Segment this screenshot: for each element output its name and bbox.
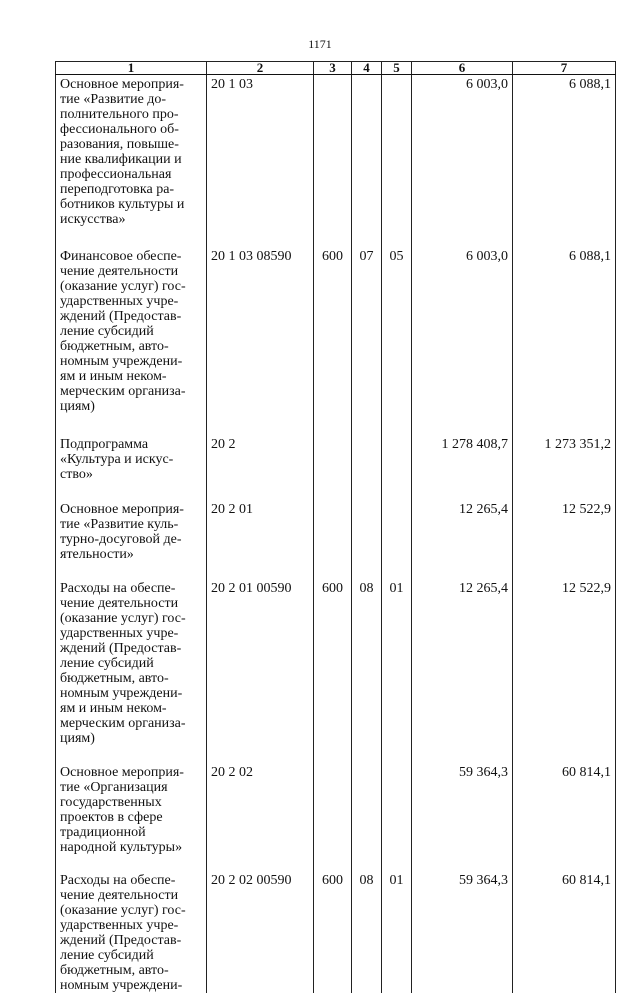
row-col-4: 07 — [352, 247, 382, 435]
row-name-line: тие «Развитие куль- — [60, 517, 202, 532]
row-code: 20 2 02 — [207, 763, 314, 871]
row-name — [56, 247, 207, 435]
column-header-4: 4 — [352, 62, 382, 75]
row-name-line: ударственных учре- — [60, 626, 202, 641]
row-value-6: 12 265,4 — [412, 500, 513, 579]
row-name-line: традиционной — [60, 825, 202, 840]
row-value-6: 6 003,0 — [412, 247, 513, 435]
table-row — [56, 247, 616, 435]
row-name — [56, 500, 207, 579]
row-col-3 — [314, 75, 352, 248]
row-name-line: ление субсидий — [60, 948, 202, 963]
row-col-4 — [352, 763, 382, 871]
row-value-7: 60 814,1 — [513, 871, 616, 993]
row-code: 20 1 03 — [207, 75, 314, 248]
row-col-4: 08 — [352, 579, 382, 763]
row-code: 20 2 — [207, 435, 314, 500]
row-name — [56, 579, 207, 763]
table-row — [56, 75, 616, 248]
row-name-line: ние квалификации и — [60, 152, 202, 167]
row-col-3 — [314, 763, 352, 871]
row-col-3: 600 — [314, 579, 352, 763]
row-col-4 — [352, 500, 382, 579]
page-number: 1171 — [0, 37, 640, 52]
row-name-line: переподготовка ра- — [60, 182, 202, 197]
row-col-5 — [382, 435, 412, 500]
row-name-line: ударственных учре- — [60, 294, 202, 309]
row-name — [56, 763, 207, 871]
row-value-6: 59 364,3 — [412, 763, 513, 871]
row-name-line: тие «Развитие до- — [60, 92, 202, 107]
row-code: 20 2 01 00590 — [207, 579, 314, 763]
row-col-3: 600 — [314, 247, 352, 435]
row-value-6: 12 265,4 — [412, 579, 513, 763]
row-col-5: 01 — [382, 579, 412, 763]
column-header-3: 3 — [314, 62, 352, 75]
row-name-line: номным учреждени- — [60, 686, 202, 701]
row-value-7: 60 814,1 — [513, 763, 616, 871]
row-name-line: фессионального об- — [60, 122, 202, 137]
row-name-line: мерческим организа- — [60, 384, 202, 399]
row-name-line: циям) — [60, 399, 202, 414]
row-col-4: 08 — [352, 871, 382, 993]
table-row — [56, 500, 616, 579]
row-col-5 — [382, 500, 412, 579]
row-name-line: ждений (Предостав- — [60, 933, 202, 948]
row-name-line: ждений (Предостав- — [60, 309, 202, 324]
row-name-line: ждений (Предостав- — [60, 641, 202, 656]
row-name-line: тие «Организация — [60, 780, 202, 795]
row-col-4 — [352, 75, 382, 248]
row-name-line: разования, повыше- — [60, 137, 202, 152]
table-row — [56, 435, 616, 500]
row-name-line: ботников культуры и — [60, 197, 202, 212]
table-row — [56, 579, 616, 763]
budget-table — [55, 61, 616, 993]
row-name-line: Финансовое обеспе- — [60, 249, 202, 264]
row-name-line: чение деятельности — [60, 596, 202, 611]
row-name-line: ление субсидий — [60, 324, 202, 339]
row-name-line: чение деятельности — [60, 888, 202, 903]
row-name — [56, 75, 207, 248]
row-code: 20 2 01 — [207, 500, 314, 579]
row-value-7: 1 273 351,2 — [513, 435, 616, 500]
row-name-line: ям и иным неком- — [60, 701, 202, 716]
row-col-3: 600 — [314, 871, 352, 993]
row-name-line: номным учреждени- — [60, 978, 202, 993]
column-header-7: 7 — [513, 62, 616, 75]
row-name-line: бюджетным, авто- — [60, 963, 202, 978]
column-header-row — [56, 62, 616, 75]
row-name-line: ударственных учре- — [60, 918, 202, 933]
column-header-5: 5 — [382, 62, 412, 75]
row-col-5 — [382, 75, 412, 248]
table-body — [56, 75, 616, 993]
column-header-6: 6 — [412, 62, 513, 75]
row-col-4 — [352, 435, 382, 500]
row-name-line: турно-досуговой де- — [60, 532, 202, 547]
row-name-line: народной культуры» — [60, 840, 202, 855]
row-col-5: 01 — [382, 871, 412, 993]
row-name-line: проектов в сфере — [60, 810, 202, 825]
row-name-line: искусства» — [60, 212, 202, 227]
row-name-line: Расходы на обеспе- — [60, 873, 202, 888]
row-name-line: профессиональная — [60, 167, 202, 182]
row-value-7: 12 522,9 — [513, 500, 616, 579]
row-name-line: чение деятельности — [60, 264, 202, 279]
row-name — [56, 871, 207, 993]
row-name-line: «Культура и искус- — [60, 452, 202, 467]
row-name-line: ятельности» — [60, 547, 202, 562]
row-name-line: (оказание услуг) гос- — [60, 903, 202, 918]
row-col-3 — [314, 500, 352, 579]
row-value-6: 59 364,3 — [412, 871, 513, 993]
row-name-line: (оказание услуг) гос- — [60, 611, 202, 626]
row-name-line: мерческим организа- — [60, 716, 202, 731]
row-name-line: ство» — [60, 467, 202, 482]
row-name-line: бюджетным, авто- — [60, 671, 202, 686]
row-name — [56, 435, 207, 500]
row-name-line: Основное мероприя- — [60, 765, 202, 780]
column-header-2: 2 — [207, 62, 314, 75]
column-header-1: 1 — [56, 62, 207, 75]
row-col-5: 05 — [382, 247, 412, 435]
row-name-line: номным учреждени- — [60, 354, 202, 369]
row-col-5 — [382, 763, 412, 871]
table-row — [56, 871, 616, 993]
row-name-line: ям и иным неком- — [60, 369, 202, 384]
table-row — [56, 763, 616, 871]
row-code: 20 1 03 08590 — [207, 247, 314, 435]
row-value-7: 6 088,1 — [513, 75, 616, 248]
row-name-line: Основное мероприя- — [60, 77, 202, 92]
row-name-line: (оказание услуг) гос- — [60, 279, 202, 294]
row-name-line: циям) — [60, 731, 202, 746]
row-code: 20 2 02 00590 — [207, 871, 314, 993]
row-value-7: 12 522,9 — [513, 579, 616, 763]
row-name-line: Основное мероприя- — [60, 502, 202, 517]
row-name-line: ление субсидий — [60, 656, 202, 671]
row-name-line: Подпрограмма — [60, 437, 202, 452]
row-value-6: 6 003,0 — [412, 75, 513, 248]
row-name-line: государственных — [60, 795, 202, 810]
row-value-6: 1 278 408,7 — [412, 435, 513, 500]
row-name-line: Расходы на обеспе- — [60, 581, 202, 596]
row-col-3 — [314, 435, 352, 500]
row-name-line: полнительного про- — [60, 107, 202, 122]
row-value-7: 6 088,1 — [513, 247, 616, 435]
row-name-line: бюджетным, авто- — [60, 339, 202, 354]
